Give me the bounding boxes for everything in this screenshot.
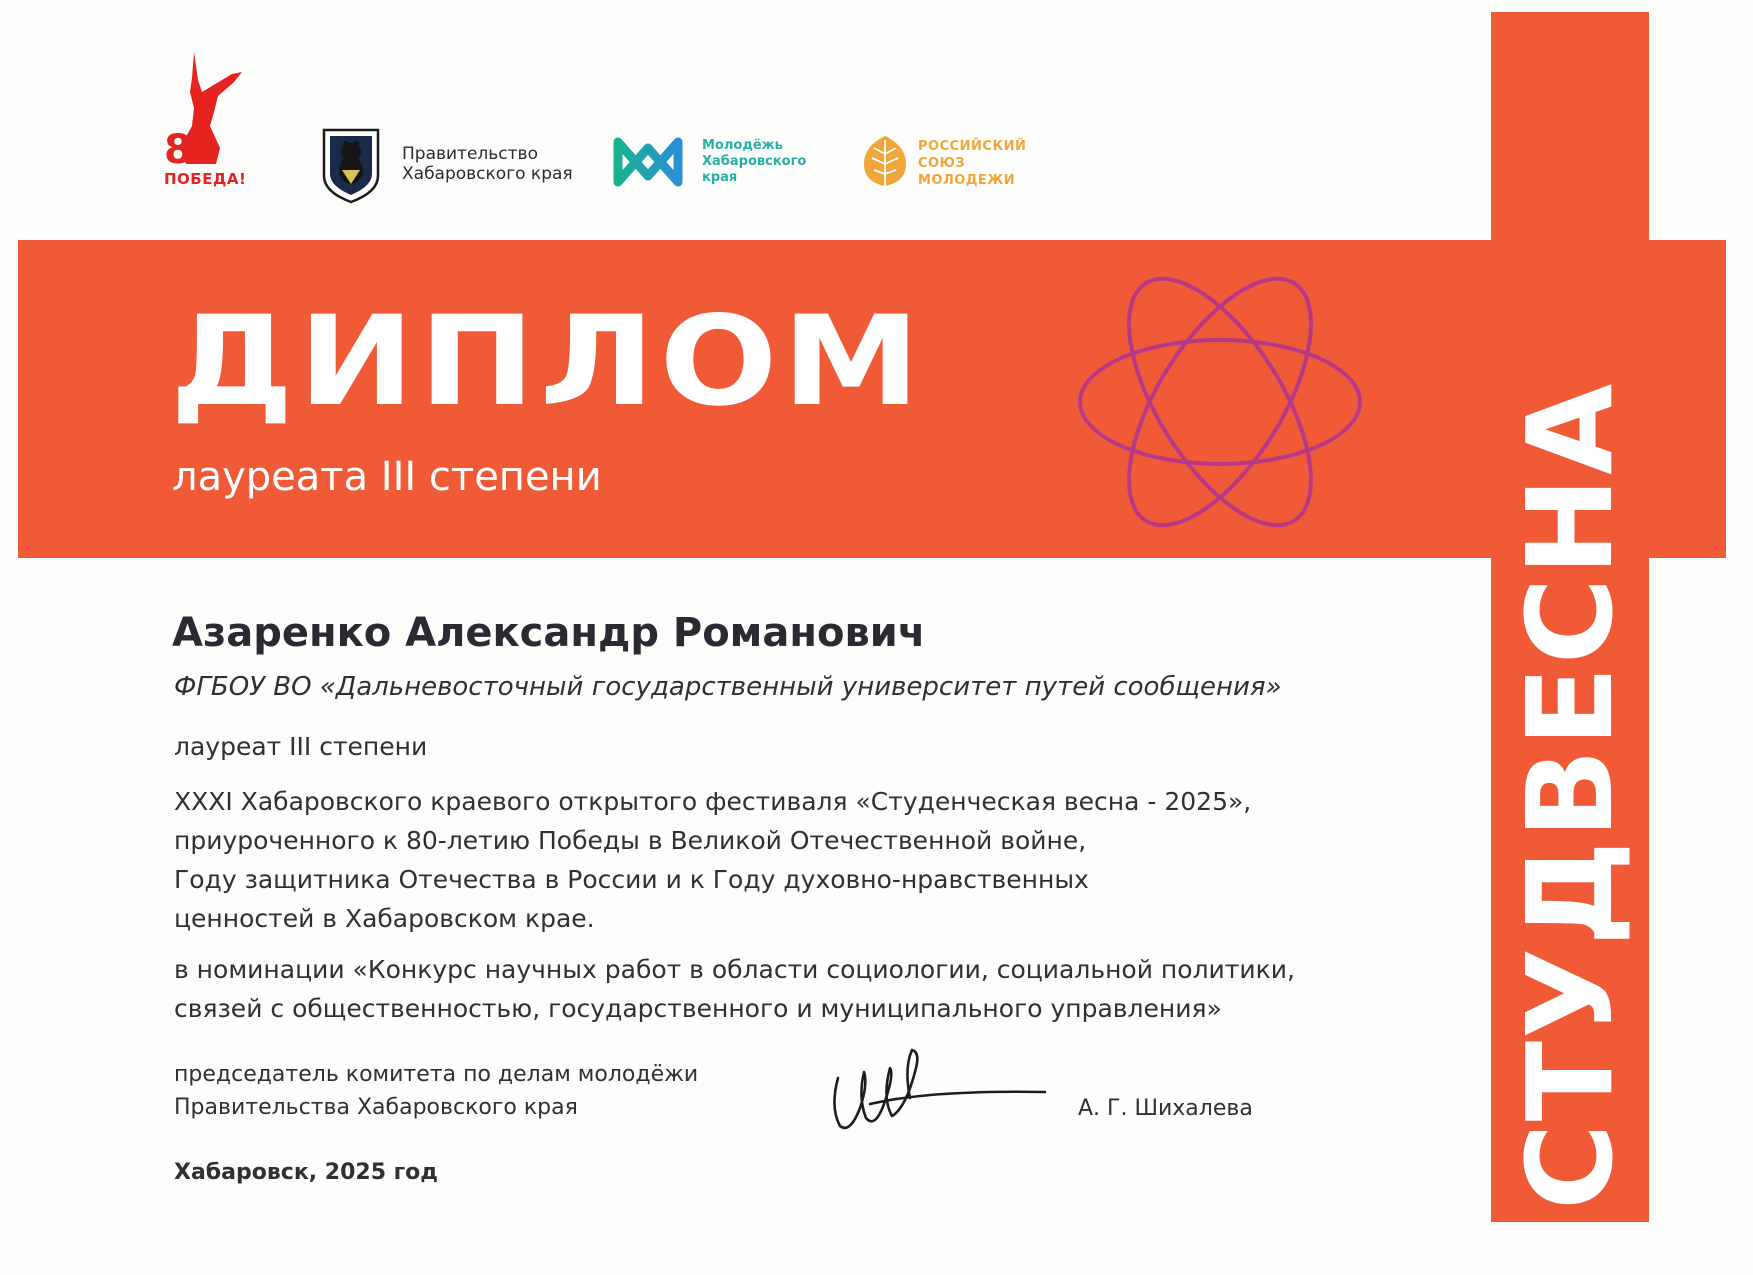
youth-logo-text [702,138,806,186]
nomination-description [174,950,1374,1028]
atom-icon [1060,262,1380,542]
government-logo-line2: Хабаровского края [402,164,573,184]
place-and-date: Хабаровск, 2025 год [174,1160,439,1185]
aspen-leaf-icon [860,134,910,192]
youth-khabarovsk-logo [612,134,822,194]
studvesna-vertical-word: СТУДВЕСНА [1501,381,1639,1210]
handwritten-signature [820,1038,1050,1138]
youth-infinity-icon [612,136,684,188]
diploma-title: ДИПЛОМ [170,290,925,434]
festival-line: приуроченного к 80-летию Победы в Великой Отечественной войне, [174,826,1087,855]
festival-line: ценностей в Хабаровском крае. [174,904,595,933]
nomination-line: связей с общественностью, государственного и муниципального управления» [174,994,1222,1023]
rsm-logo-text [918,138,1026,189]
youth-logo-line3: края [702,170,738,185]
youth-logo-line1: Молодёжь [702,138,783,153]
rsm-logo-line1: РОССИЙСКИЙ [918,139,1027,154]
signer-name: А. Г. Шихалева [1078,1096,1253,1121]
recipient-organization: ФГБОУ ВО «Дальневосточный государственный университет путей сообщения» [174,672,1282,702]
nomination-line: в номинации «Конкурс научных работ в области социологии, социальной политики, [174,955,1295,984]
recipient-name: Азаренко Александр Романович [172,610,926,656]
government-logo-line1: Правительство [402,144,538,164]
festival-line: Году защитника Отечества в России и к Году духовно-нравственных [174,865,1089,894]
victory-80-logo [164,52,252,202]
rsm-logo [860,134,1060,194]
victory-number: 80 [164,127,220,173]
signer-role-line: председатель комитета по делам молодёжи [174,1062,699,1087]
signer-role [174,1058,698,1124]
rsm-logo-line3: МОЛОДЕЖИ [918,173,1016,188]
victory-label: ПОБЕДА! [164,170,247,188]
coat-of-arms-icon [320,126,382,204]
signer-role-line: Правительства Хабаровского края [174,1095,578,1120]
rsm-logo-line2: СОЮЗ [918,156,966,171]
diploma-subtitle: лауреата III степени [172,454,602,500]
khabarovsk-government-logo [320,126,590,206]
government-logo-text [402,144,573,184]
festival-line: XXXI Хабаровского краевого открытого фестиваля «Студенческая весна - 2025», [174,787,1252,816]
award-level: лауреат III степени [174,732,428,761]
youth-logo-line2: Хабаровского [702,154,807,169]
festival-description [174,782,1354,938]
